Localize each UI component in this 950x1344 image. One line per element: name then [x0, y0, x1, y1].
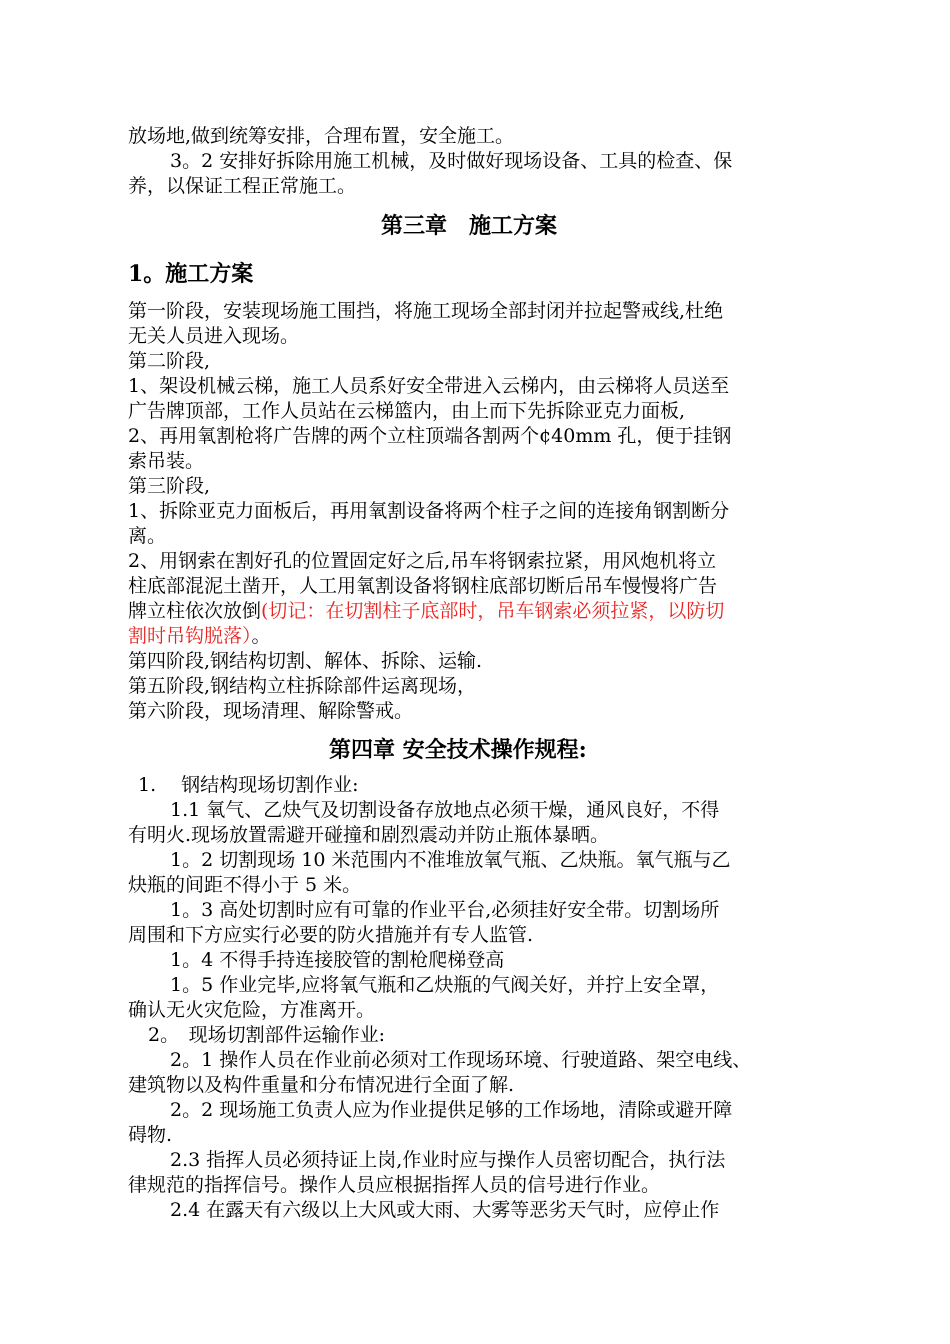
- s1-line: 1。4 不得手持连接胶管的割枪爬梯登高: [170, 949, 505, 971]
- s1-line: 1。2 切割现场 10 米范围内不准堆放氧气瓶、乙炔瓶。氧气瓶与乙: [170, 849, 731, 871]
- ch3-tail-line: 第四阶段,钢结构切割、解体、拆除、运输.: [128, 650, 483, 672]
- warning-line-1: [128, 599, 724, 623]
- ch3-line: 2、再用氧割枪将广告牌的两个立柱顶端各割两个¢40mm 孔，便于挂钢: [128, 425, 732, 447]
- s1-line: 1。3 高处切割时应有可靠的作业平台,必须挂好安全带。切割场所: [170, 899, 720, 921]
- ch3-line: 索吊装。: [128, 450, 205, 472]
- intro-line-1: 放场地,做到统筹安排，合理布置，安全施工。: [128, 125, 515, 147]
- ch3-line: 1、拆除亚克力面板后，再用氧割设备将两个柱子之间的连接角钢割断分: [128, 500, 730, 522]
- s2-line: 律规范的指挥信号。操作人员应根据指挥人员的信号进行作业。: [128, 1174, 661, 1196]
- ch3-line: 第三阶段,: [128, 475, 211, 497]
- ch3-line: 广告牌顶部，工作人员站在云梯篮内，由上而下先拆除亚克力面板,: [128, 400, 686, 422]
- s2-line: 2。2 现场施工负责人应为作业提供足够的工作场地，清除或避开障: [170, 1099, 733, 1121]
- chapter-4-title: 第四章 安全技术操作规程:: [329, 737, 587, 763]
- ch3-line: 无关人员进入现场。: [128, 325, 300, 347]
- ch3-line: 柱底部混泥土凿开，人工用氧割设备将钢柱底部切断后吊车慢慢将广告: [128, 575, 718, 597]
- s1-line: 有明火.现场放置需避开碰撞和剧烈震动并防止瓶体暴晒。: [128, 824, 610, 846]
- warning-red-text-1: (切记：在切割柱子底部时，吊车钢索必须拉紧，以防切: [261, 600, 725, 622]
- ch3-tail-line: 第六阶段，现场清理、解除警戒。: [128, 700, 414, 722]
- s2-line: 2.4 在露天有六级以上大风或大雨、大雾等恶劣天气时，应停止作: [170, 1199, 720, 1221]
- s2-line: 2.3 指挥人员必须持证上岗,作业时应与操作人员密切配合，执行法: [170, 1149, 726, 1171]
- ch3-tail-line: 第五阶段,钢结构立柱拆除部件运离现场，: [128, 675, 477, 697]
- s2-title: 2。 现场切割部件运输作业:: [148, 1024, 385, 1046]
- ch3-line: 2、用钢索在割好孔的位置固定好之后,吊车将钢索拉紧，用风炮机将立: [128, 550, 717, 572]
- warning-line-2: [128, 624, 271, 648]
- warning-red-text-2: 割时吊钩脱落）: [128, 625, 252, 647]
- intro-line-2: 3。2 安排好拆除用施工机械，及时做好现场设备、工具的检查、保: [170, 150, 733, 172]
- s1-line: 周围和下方应实行必要的防火措施并有专人监管.: [128, 924, 534, 946]
- warning-suffix: 。: [251, 625, 271, 647]
- s2-line: 碍物.: [128, 1124, 173, 1146]
- s1-line: 1。5 作业完毕,应将氧气瓶和乙炔瓶的气阀关好，并拧上安全罩，: [170, 974, 720, 996]
- s1-title: 1. 钢结构现场切割作业:: [138, 774, 359, 796]
- s1-line: 炔瓶的间距不得小于 5 米。: [128, 874, 362, 896]
- intro-line-3: 养，以保证工程正常施工。: [128, 175, 357, 197]
- s1-line: 1.1 氧气、乙炔气及切割设备存放地点必须干燥，通风良好，不得: [170, 799, 720, 821]
- ch3-line: 第一阶段，安装现场施工围挡，将施工现场全部封闭并拉起警戒线,杜绝: [128, 300, 724, 322]
- section-1-title: 1。施工方案: [128, 261, 254, 287]
- s1-line: 确认无火灾危险，方准离开。: [128, 999, 376, 1021]
- ch3-line: 离。: [128, 525, 167, 547]
- s2-line: 2。1 操作人员在作业前必须对工作现场环境、行驶道路、架空电线、: [170, 1049, 752, 1071]
- chapter-3-title: 第三章 施工方案: [381, 213, 558, 239]
- ch3-line: 第二阶段,: [128, 350, 211, 372]
- warning-prefix: 牌立柱依次放倒: [128, 600, 262, 622]
- s2-line: 建筑物以及构件重量和分布情况进行全面了解.: [128, 1074, 515, 1096]
- ch3-line: 1、架设机械云梯，施工人员系好安全带进入云梯内，由云梯将人员送至: [128, 375, 730, 397]
